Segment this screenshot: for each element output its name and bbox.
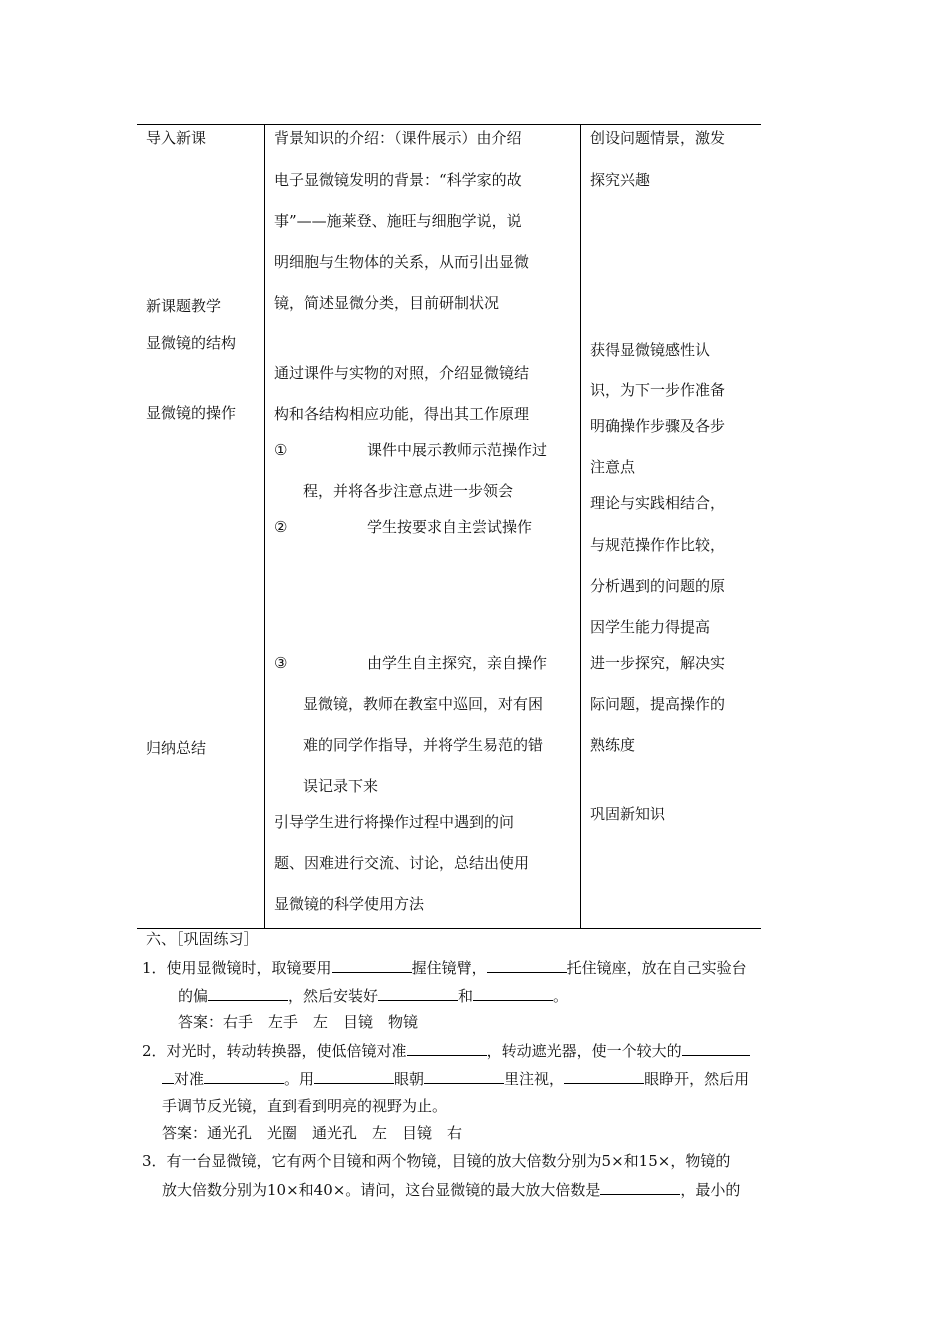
fill-blank[interactable] — [378, 985, 458, 1001]
goal-line: 获得显微镜感性认 — [590, 341, 711, 359]
goal-line: 因学生能力得提高 — [590, 618, 711, 636]
fill-blank[interactable] — [424, 1068, 504, 1084]
stage-structure: 显微镜的结构 — [146, 334, 237, 352]
fill-blank[interactable] — [407, 1040, 487, 1056]
question-3-line-2: 放大倍数分别为10×和40×。请问，这台显微镜的最大放大倍数是 ，最小的 — [162, 1181, 741, 1199]
question-2-line-1: 2．对光时，转动转换器，使低倍镜对准 ，转动遮光器，使一个较大的 — [142, 1040, 750, 1061]
goal-line: 进一步探究，解决实 — [590, 654, 726, 672]
step1-marker: ① — [274, 441, 288, 459]
step2-marker: ② — [274, 518, 288, 536]
goal-line: 巩固新知识 — [590, 805, 666, 823]
fill-blank[interactable] — [487, 957, 567, 973]
step3-line: 显微镜，教师在教室中巡回，对有困 — [303, 695, 544, 713]
goal-line: 识，为下一步作准备 — [590, 381, 726, 399]
question-3-line-1: 3．有一台显微镜，它有两个目镜和两个物镜，目镜的放大倍数分别为5×和15×，物镜的 — [142, 1152, 731, 1170]
struct-line: 通过课件与实物的对照，介绍显微镜结 — [274, 364, 530, 382]
table-col-divider-2 — [580, 124, 581, 929]
fill-blank[interactable] — [208, 985, 288, 1001]
answer-2: 答案：通光孔 光圈 通光孔 左 目镜 右 — [162, 1124, 463, 1142]
goal-line: 与规范操作作比较， — [590, 536, 726, 554]
struct-line: 构和各结构相应功能，得出其工作原理 — [274, 405, 530, 423]
bg-line: 背景知识的介绍：（课件展示）由介绍 — [274, 129, 522, 147]
question-1-line-2: 的偏 ，然后安装好 和 。 — [178, 987, 569, 1005]
goal-line: 创设问题情景，激发 — [590, 129, 726, 147]
goal-line: 际问题，提高操作的 — [590, 695, 726, 713]
stage-new-topic: 新课题教学 — [146, 297, 222, 315]
step3-line: 难的同学作指导，并将学生易范的错 — [303, 736, 544, 754]
guide-line: 显微镜的科学使用方法 — [274, 895, 425, 913]
guide-line: 引导学生进行将操作过程中遇到的问 — [274, 813, 515, 831]
stage-intro: 导入新课 — [146, 129, 207, 147]
question-2-line-3: 手调节反光镜，直到看到明亮的视野为止。 — [162, 1097, 448, 1115]
goal-line: 分析遇到的问题的原 — [590, 577, 726, 595]
bg-line: 镜，简述显微分类，目前研制状况 — [274, 294, 500, 312]
fill-blank[interactable] — [682, 1040, 750, 1056]
stage-summary: 归纳总结 — [146, 739, 207, 757]
goal-line: 明确操作步骤及各步 — [590, 417, 726, 435]
question-number: 2． — [142, 1042, 167, 1060]
question-1-line-1: 1．使用显微镜时，取镜要用 握住镜臂， 托住镜座，放在自己实验台 — [142, 959, 747, 977]
question-2-line-2: 对准 。用 眼朝 里注视， 眼睁开，然后用 — [162, 1068, 749, 1089]
table-col-divider-1 — [264, 124, 265, 929]
fill-blank[interactable] — [204, 1068, 284, 1084]
bg-line: 电子显微镜发明的背景：“科学家的故 — [274, 171, 522, 189]
fill-blank[interactable] — [332, 957, 412, 973]
answer-1: 答案：右手 左手 左 目镜 物镜 — [178, 1013, 419, 1031]
goal-line: 熟练度 — [590, 736, 636, 754]
fill-blank[interactable] — [600, 1179, 680, 1195]
step3-line: 由学生自主探究，亲自操作 — [367, 654, 548, 672]
step2-line: 学生按要求自主尝试操作 — [367, 518, 533, 536]
question-number: 3． — [142, 1152, 167, 1170]
table-top-border — [137, 124, 761, 125]
step3-marker: ③ — [274, 654, 288, 672]
exercise-heading: 六、［巩固练习］ — [146, 930, 259, 948]
step3-line: 误记录下来 — [303, 777, 379, 795]
bg-line: 明细胞与生物体的关系，从而引出显微 — [274, 253, 530, 271]
fill-blank[interactable] — [314, 1068, 394, 1084]
fill-blank[interactable] — [564, 1068, 644, 1084]
goal-line: 探究兴趣 — [590, 171, 651, 189]
stage-operation: 显微镜的操作 — [146, 404, 237, 422]
guide-line: 题、因难进行交流、讨论，总结出使用 — [274, 854, 530, 872]
goal-line: 注意点 — [590, 458, 636, 476]
question-number: 1． — [142, 959, 167, 977]
fill-blank[interactable] — [162, 1068, 174, 1084]
fill-blank[interactable] — [473, 985, 553, 1001]
step1-line: 课件中展示教师示范操作过 — [367, 441, 548, 459]
step1-line: 程，并将各步注意点进一步领会 — [303, 482, 514, 500]
goal-line: 理论与实践相结合， — [590, 494, 726, 512]
bg-line: 事”——施莱登、施旺与细胞学说，说 — [274, 212, 522, 230]
